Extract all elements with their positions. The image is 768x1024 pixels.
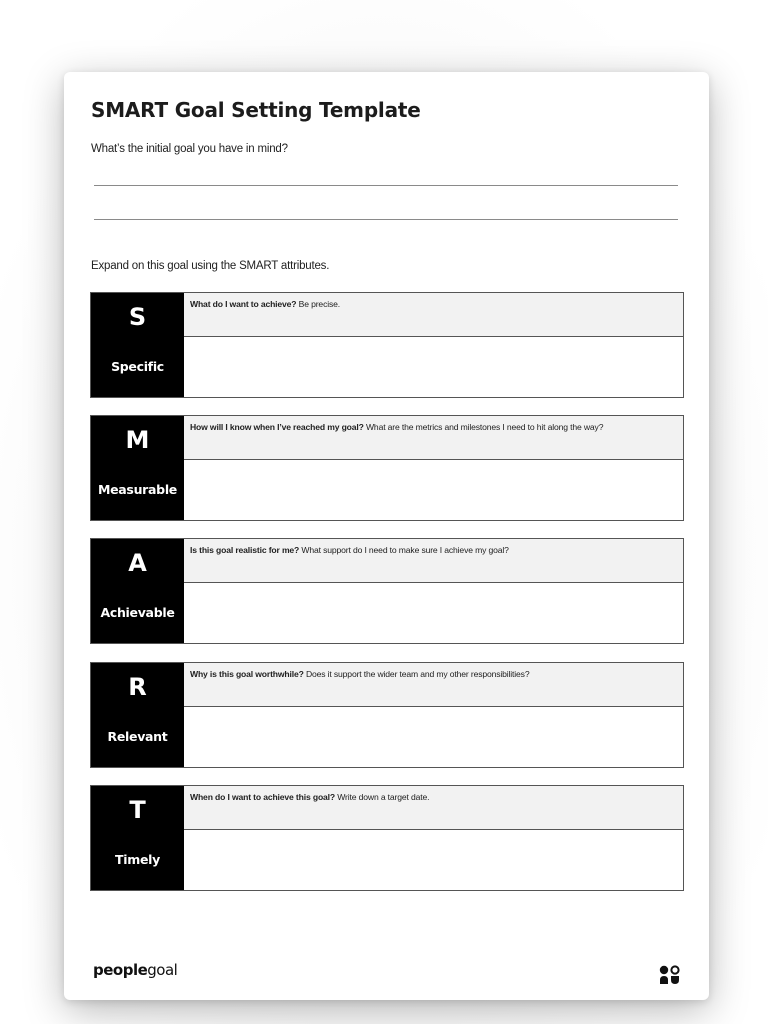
smart-question-bold: How will I know when I’ve reached my goal? [190, 422, 364, 432]
goal-answer-line-2[interactable] [94, 219, 678, 220]
smart-answer-field[interactable] [184, 460, 683, 520]
smart-question-rest: Does it support the wider team and my other responsibilities? [303, 669, 530, 679]
smart-answer-field[interactable] [184, 583, 683, 643]
smart-question [184, 293, 683, 337]
initial-goal-prompt: What’s the initial goal you have in mind? [91, 143, 288, 155]
smart-word: Relevant [107, 729, 168, 744]
smart-letter-block [91, 539, 184, 643]
expand-prompt: Expand on this goal using the SMART attributes. [91, 260, 330, 272]
smart-question-bold: What do I want to achieve? [190, 299, 297, 309]
smart-letter-block [91, 663, 184, 767]
smart-letter-block [91, 416, 184, 520]
smart-question-bold: Is this goal realistic for me? [190, 545, 300, 555]
brand-wordmark [93, 961, 177, 979]
smart-answer-field[interactable] [184, 337, 683, 397]
smart-question-rest: Write down a target date. [335, 792, 430, 802]
smart-word: Achievable [100, 605, 175, 620]
smart-letter: A [128, 549, 147, 577]
smart-question-rest: Be precise. [296, 299, 340, 309]
smart-word: Timely [115, 852, 160, 867]
goal-answer-line-1[interactable] [94, 185, 678, 186]
page-title: SMART Goal Setting Template [91, 98, 421, 122]
smart-question [184, 416, 683, 460]
smart-letter: R [128, 673, 147, 701]
smart-letter-block [91, 786, 184, 890]
smart-question [184, 663, 683, 707]
smart-row-relevant [90, 662, 684, 768]
smart-row-timely [90, 785, 684, 891]
smart-word: Measurable [97, 482, 177, 497]
peoplegoal-logo-icon [659, 965, 681, 985]
smart-question-rest: What support do I need to make sure I achieve my goal? [299, 545, 509, 555]
smart-row-specific [90, 292, 684, 398]
template-sheet [64, 72, 709, 1000]
smart-question [184, 786, 683, 830]
brand-wordmark-bold: people [93, 961, 148, 979]
smart-answer-field[interactable] [184, 707, 683, 767]
brand-wordmark-light: goal [147, 961, 178, 979]
smart-question-bold: Why is this goal worthwhile? [190, 669, 304, 679]
smart-letter: S [128, 303, 147, 331]
smart-answer-field[interactable] [184, 830, 683, 890]
smart-question-rest: What are the metrics and milestones I need to hit along the way? [363, 422, 604, 432]
smart-row-measurable [90, 415, 684, 521]
smart-letter: T [129, 796, 146, 824]
smart-question-bold: When do I want to achieve this goal? [190, 792, 336, 802]
smart-letter-block [91, 293, 184, 397]
smart-letter: M [125, 426, 150, 454]
smart-question [184, 539, 683, 583]
smart-row-achievable [90, 538, 684, 644]
smart-word: Specific [111, 359, 164, 374]
